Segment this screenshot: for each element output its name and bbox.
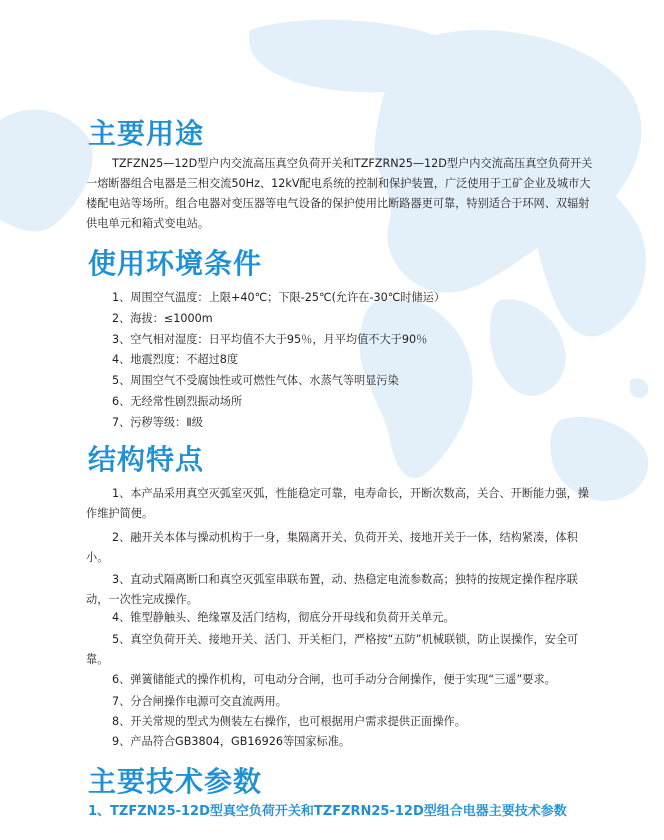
environment-item: 4、地震烈度：不超过8度 [112, 353, 239, 367]
environment-item: 6、无经常性剧烈振动场所 [112, 394, 243, 408]
environment-item: 7、污秽等级：Ⅱ级 [112, 415, 203, 429]
environment-item: 3、空气相对湿度：日平均值不大于95％，月平均值不大于90％ [112, 332, 428, 346]
parameters-heading: 主要技术参数 [88, 765, 263, 798]
environment-heading: 使用环境条件 [88, 247, 263, 280]
feature-item: 4、锥型静触头、绝缘罩及活门结构，彻底分开母线和负荷开关单元。 [112, 611, 455, 624]
usage-paragraph: TZFZN25—12D型户内交流高压真空负荷开关和TZFZRN25—12D型户内交流高压真空负荷开关一熔断器组合电器是三相交流50Hz、12kV配电系统的控制和保护装置，广泛使用于工矿企业及城市大楼配电站等场所。组合电器对变压器等电气设备的保护使用比断路器更可靠，特别适合于环网、双辐射供电单元和箱式变电站。 [86, 157, 593, 230]
feature-item: 2、融开关本体与操动机构于一身，集隔离开关、负荷开关、接地开关于一体，结构紧凑，体积小。 [86, 531, 578, 564]
feature-item: 5、真空负荷开关、接地开关、活门、开关柜门，严格按“五防”机械联锁，防止误操作，安全可靠。 [86, 633, 579, 666]
environment-item: 1、周围空气温度：上限+40℃；下限-25℃(允许在-30℃时储运） [112, 291, 446, 304]
environment-list [112, 288, 445, 434]
feature-item: 9、产品符合GB3804，GB16926等国家标准。 [112, 735, 351, 748]
features-heading: 结构特点 [88, 443, 205, 476]
feature-item: 1、本产品采用真空灭弧室灭弧，性能稳定可靠，电寿命长，开断次数高，关合、开断能力强，操作维护简便。 [86, 487, 589, 520]
feature-item: 6、弹簧储能式的操作机构，可电动分合闸，也可手动分合闸操作，便于实现“三遥”要求。 [112, 673, 556, 686]
feature-item: 8、开关常规的型式为侧装左右操作，也可根据用户需求提供正面操作。 [112, 715, 466, 728]
feature-item: 3、直动式隔离断口和真空灭弧室串联布置，动、热稳定电流参数高；独特的按规定操作程序联动，一次性完成操作。 [86, 573, 578, 606]
environment-item: 2、海拔：≤1000m [112, 311, 213, 325]
parameters-subheading: 1、TZFZN25-12D型真空负荷开关和TZFZRN25-12D型组合电器主要技术参数 [88, 804, 567, 819]
feature-item: 7、分合闸操作电源可交直流两用。 [112, 695, 287, 708]
usage-heading: 主要用途 [88, 117, 205, 150]
environment-item: 5、周围空气不受腐蚀性或可燃性气体、水蒸气等明显污染 [112, 374, 399, 388]
